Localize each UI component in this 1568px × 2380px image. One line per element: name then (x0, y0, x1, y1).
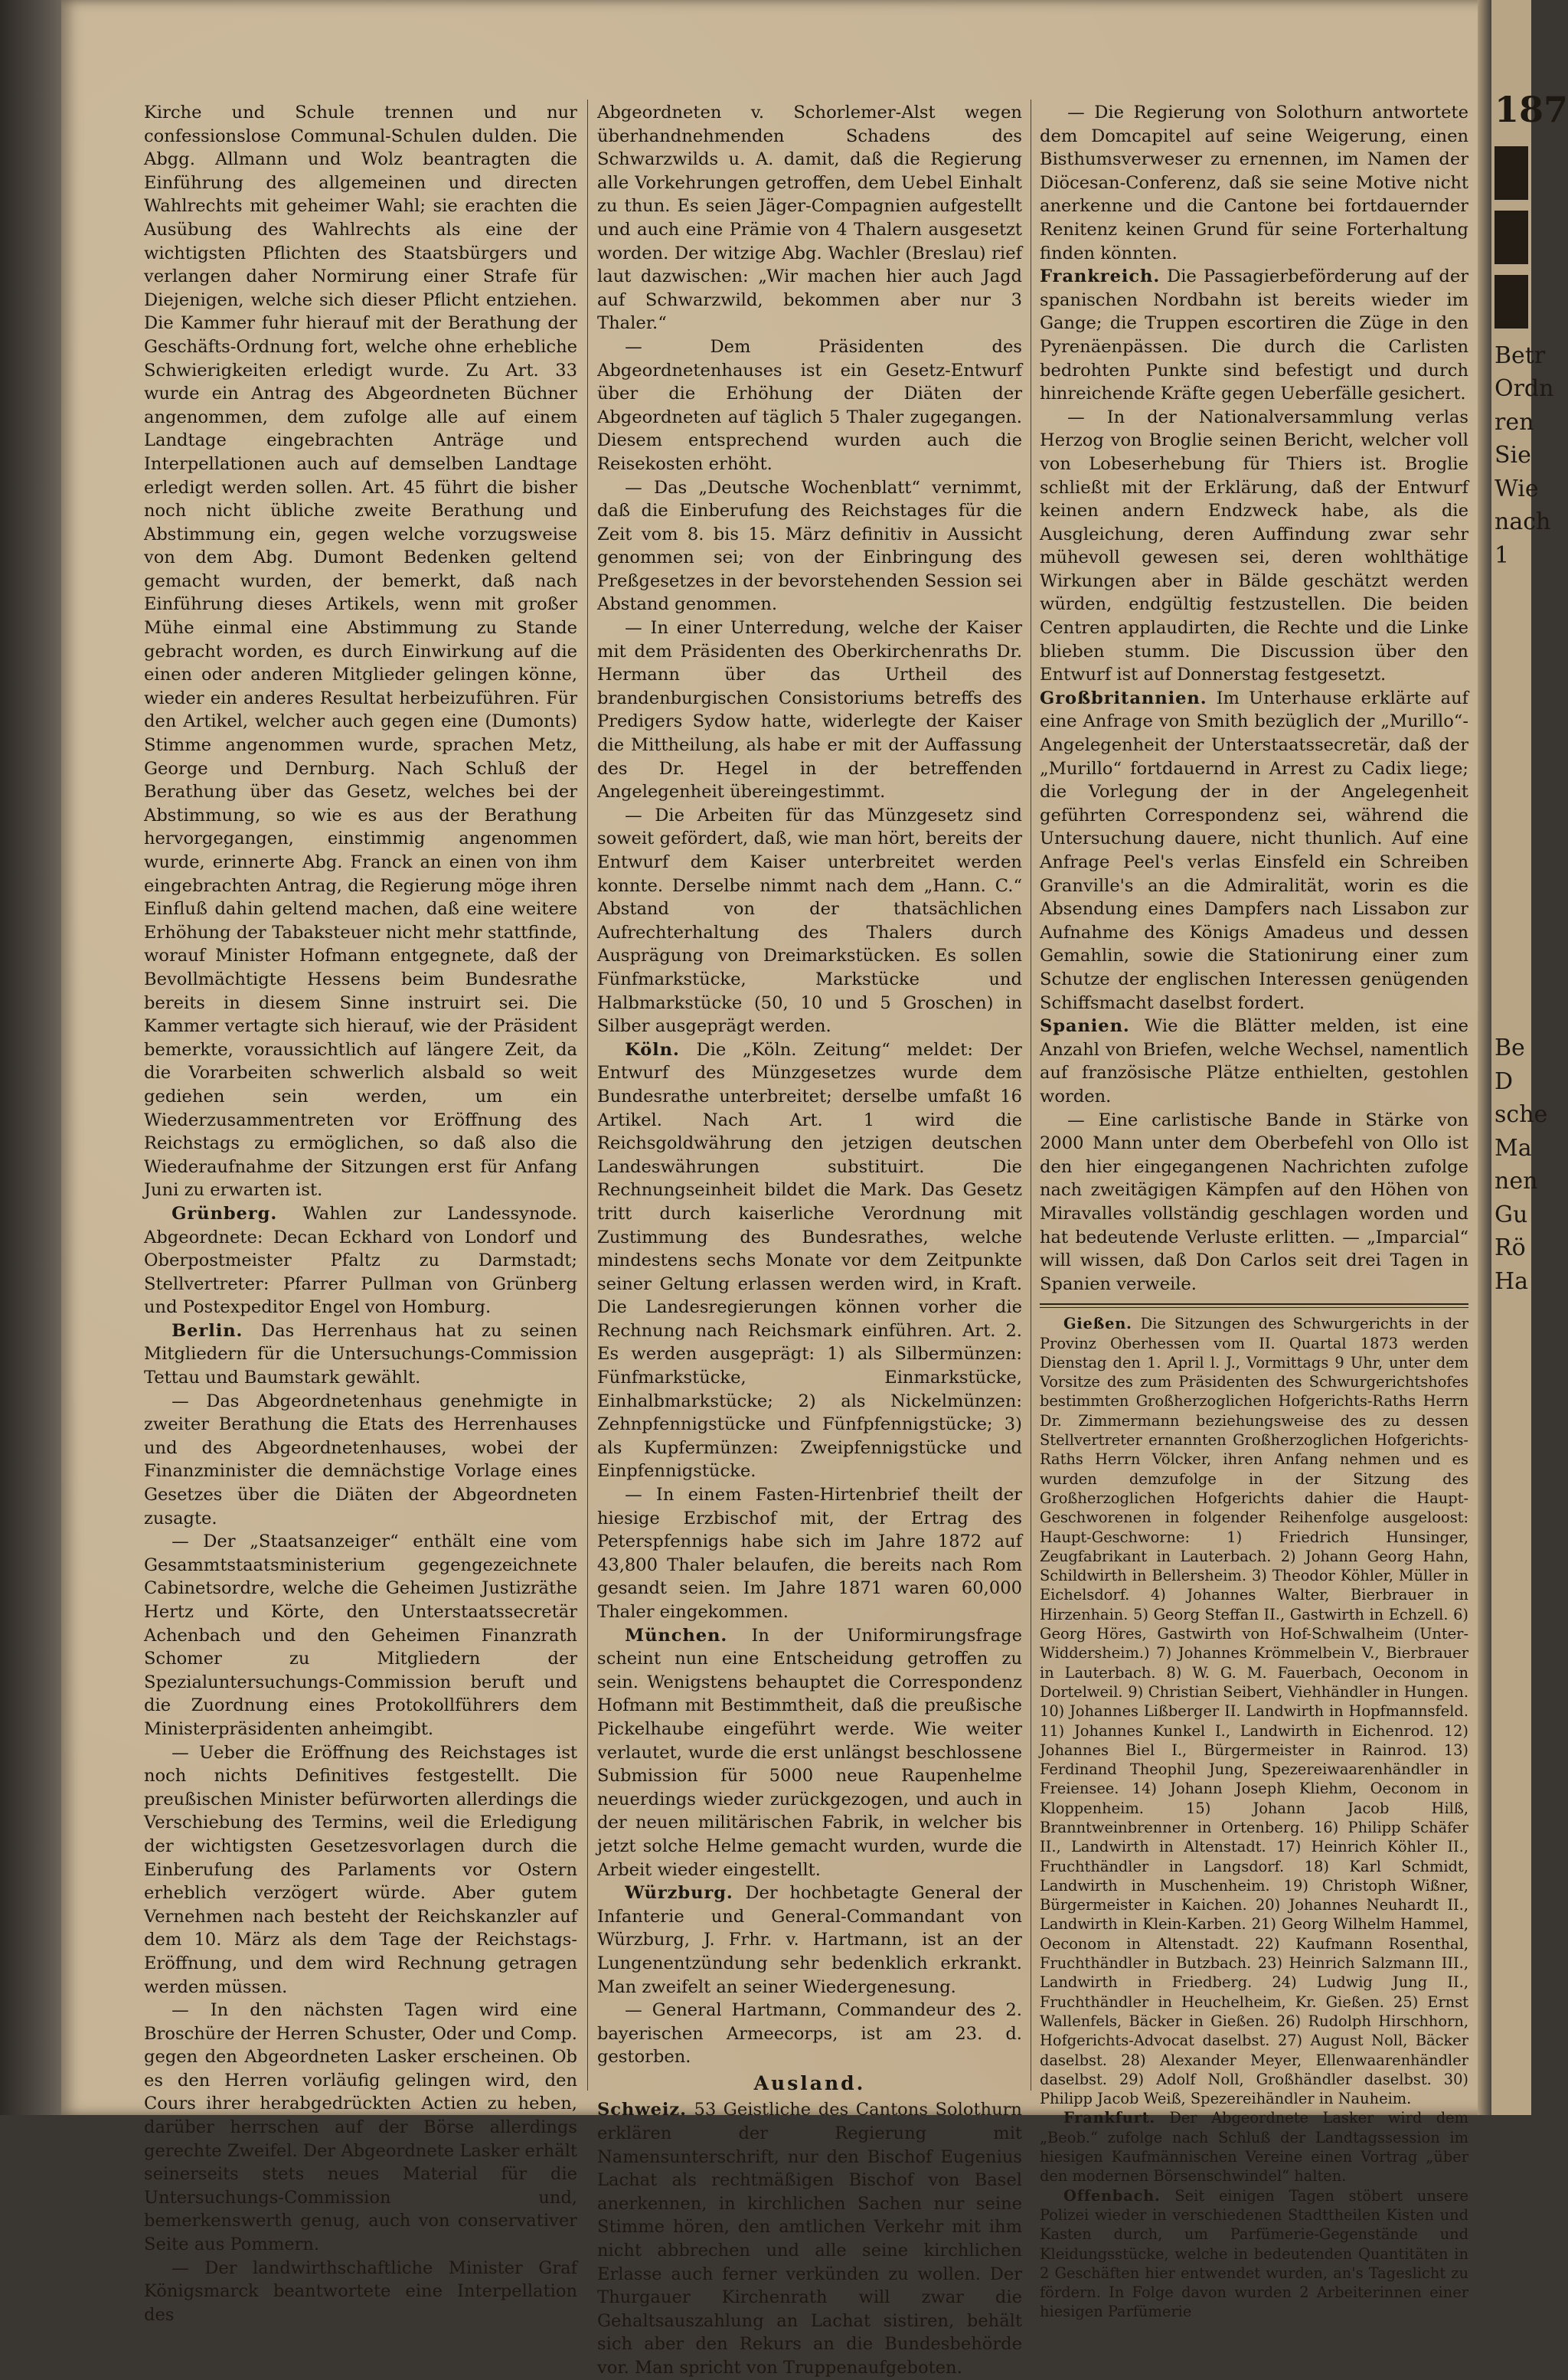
column-1 (144, 101, 577, 2325)
article-paragraph (144, 1530, 577, 1741)
article-paragraph (1040, 101, 1468, 265)
next-page-line: Ma (1494, 1134, 1532, 1162)
next-page-line: Ha (1494, 1267, 1529, 1295)
next-page-line: sche (1494, 1101, 1548, 1129)
dateline: Köln. (625, 1039, 680, 1060)
article-text: Seit einigen Tagen stöbert unsere Polizei wieder in verschiedenen Stadttheilen Kisten und Kasten durch, um Parfümerie-Gegenstände und Kleidungsstücke, welche in bedeutenden Quantitäten in 2 Geschäften hier entwendet wurden, an's Tageslicht zu fördern. In Folge davon wurden 2 Arbeiterinnen einer hiesigen Parfümerie (1040, 2186, 1468, 2321)
article-text: — Die Regierung von Solothurn antwortete dem Domcapitel auf seine Weigerung, einen Bisthumsverweser zu ernennen, im Namen der Diöcesan-Conferenz, daß sie seine Motive nicht anerkenne und die Cantone bei fortdauernder Renitenz keinen Grund für seine Forterhaltung finden könnten. (1040, 103, 1468, 263)
dateline: München. (625, 1625, 728, 1646)
article-text: Die Passagierbeförderung auf der spanischen Nordbahn ist bereits wieder im Gange; die Truppen escortiren die Züge in den Pyrenäenpässen. Die durch die Carlisten bedrohten Punkte sind befestigt und durch hinreichende Kräfte gegen Ueberfälle gesichert. (1040, 266, 1468, 404)
section-rule (1040, 1303, 1468, 1308)
article-text: — In den nächsten Tagen wird eine Broschüre der Herren Schuster, Oder und Comp. gegen den Abgeordneten Lasker erscheinen. Ob es den Herren vorläufig gelingen wird, den Cours ihrer herabgedrückten Actien zu heben, darüber herrschen auf der Börse allerdings gerechte Zweifel. Der Abgeordnete Lasker erhält seinerseits stets neues Material für die Untersuchungs-Commission und, bemerkenswerth genug, auch von conservativer Seite aus Pommern. (144, 2000, 577, 2255)
article-paragraph (1040, 1015, 1468, 1108)
next-page-line: ren (1494, 408, 1534, 436)
article-text: — General Hartmann, Commandeur des 2. bayerischen Armeecorps, ist am 23. d. gestorben. (597, 2000, 1022, 2068)
article-text: — Der landwirthschaftliche Minister Graf Königsmarck beantwortete eine Interpellation des (144, 2257, 577, 2325)
next-page-line: nen (1494, 1168, 1538, 1195)
article-text: Im Unterhause erklärte auf eine Anfrage von Smith bezüglich der „Murillo“-Angelegenheit der Unterstaatssecretär, daß der „Murillo“ fortdauernd in Arrest zu Cadix liege; die Vorlegung der in der Angelegenheit geführten Correspondenz sei, während die Untersuchung dauere, nicht thunlich. Auf eine Anfrage Peel's verlas Einsfeld ein Schreiben Granville's an die Admiralität, worin es die Absendung eines Dampfers nach Lissabon zur Aufnahme des Königs Amadeus und dessen Gemahlin, sowie die Stationirung einer zum Schutze der englischen Interessen genügenden Schiffsmacht daselbst fordert. (1040, 688, 1468, 1013)
article-text: Ausland. (753, 2071, 866, 2094)
article-text: Wahlen zur Landessynode. Abgeordnete: Decan Eckhard von Londorf und Oberpostmeister Pfaltz zu Darmstadt; Stellvertreter: Pfarrer Pullman von Grünberg und Postexpeditor Engel von Homburg. (144, 1203, 577, 1318)
next-page-line: 1 (1494, 541, 1510, 569)
dateline: Schweiz. (597, 2100, 687, 2120)
article-text: Abgeordneten v. Schorlemer-Alst wegen überhandnehmenden Schadens des Schwarzwilds u. A. damit, daß die Regierung alle Vorkehrungen getroffen, dem Uebel Einhalt zu thun. Es seien Jäger-Compagnien aufgestellt und auch eine Prämie von 4 Thalern ausgesetzt worden. Der witzige Abg. Wachler (Breslau) rief laut dazwischen: „Wir machen hier auch Jagd auf Schwarzwild, bekommen aber nur 3 Thaler.“ (597, 103, 1022, 334)
article-paragraph (1040, 687, 1468, 1015)
next-page-text-fragments-lower (1494, 1031, 1548, 1298)
article-text: Die „Köln. Zeitung“ meldet: Der Entwurf des Münzgesetzes wurde dem Bundesrathe unterbreitet; derselbe umfaßt 16 Artikel. Nach Art. 1 wird die Reichsgoldwährung den jetzigen deutschen Landeswährungen substituirt. Die Rechnungseinheit bildet die Mark. Das Gesetz tritt durch kaiserliche Verordnung mit Zustimmung des Bundesrathes, welche mindestens sechs Monate vor dem Zeitpunkte seiner Geltung erlassen werden wird, in Kraft. Die Landesregierungen können vorher die Rechnung nach Reichsmark einführen. Art. 2. Es werden ausgeprägt: 1) als Silbermünzen: Fünfmarkstücke, Einmarkstücke, Einhalbmarkstücke; 2) als Nickelmünzen: Zehnpfennigstücke und Fünfpfennigstücke; 3) als Kupfermünzen: Zweipfennigstücke und Einpfennigstücke. (597, 1039, 1022, 1482)
column-2 (597, 101, 1022, 2378)
article-text: Der hochbetagte General der Infanterie und General-Commandant von Würzburg, J. Frhr. v. Hartmann, ist an der Lungenentzündung sehr bedenklich erkrankt. Man zweifelt an seiner Wiedergenesung. (597, 1883, 1022, 1997)
article-text: Die Sitzungen des Schwurgerichts in der Provinz Oberhessen vom II. Quartal 1873 werden Dienstag den 1. April l. J., Vormittags 9 Uhr, unter dem Vorsitze des zum Präsidenten des Schwurgerichtshofes bestimmten Großherzoglichen Hofgerichts-Raths Herrn Dr. Zimmermann beziehungsweise des zu dessen Stellvertreter ernannten Großherzoglichen Hofgerichts-Raths Herrn Völcker, ihren Anfang nehmen und es wurden demzufolge in der Sitzung des Großherzoglichen Hofgerichts dahier die Haupt-Geschworenen in folgender Reihenfolge ausgeloost: Haupt-Geschworne: 1) Friedrich Hunsinger, Zeugfabrikant in Lauterbach. 2) Johann Georg Hahn, Schildwirth in Bellersheim. 3) Theodor Köhler, Müller in Eichelsdorf. 4) Johannes Walter, Bierbrauer in Hirzenhain. 5) Georg Steffan II., Gastwirth in Echzell. 6) Georg Höres, Gastwirth von Hof-Schwalheim (Unter-Widdersheim.) 7) Johannes Krömmelbein V., Bierbrauer in Lauterbach. 8) W. G. M. Fauerbach, Oeconom in Dortelweil. 9) Christian Seibert, Viehhändler in Hungen. 10) Johannes Lißberger II. Landwirth in Hopfmannsfeld. 11) Johannes Kunkel I., Landwirth in Eichenrod. 12) Johannes Biel I., Bürgermeister in Rainrod. 13) Ferdinand Theophil Jung, Spezereiwaarenhändler in Freiensee. 14) Johann Joseph Kliehm, Oeconom in Kloppenheim. 15) Johann Jacob Hilß, Branntweinbrenner in Ortenberg. 16) Philipp Schäfer II., Landwirth in Altenstadt. 17) Heinrich Köhler II., Fruchthändler in Langsdorf. 18) Karl Schmidt, Landwirth in Muschenheim. 19) Christoph Wißner, Bürgermeister in Kaichen. 20) Johannes Neuhardt II., Landwirth in Klein-Karben. 21) Georg Wilhelm Hammel, Oeconom in Altenstadt. 22) Kaufmann Rosenthal, Fruchthändler in Butzbach. 23) Heinrich Salzmann III., Landwirth in Friedberg. 24) Ludwig Jung II., Fruchthändler in Heuchelheim, Kr. Gießen. 25) Ernst Wallenfels, Bäcker in Gießen. 26) Rudolph Hirschhorn, Hofgerichts-Advocat daselbst. 27) August Noll, Bäcker daselbst. 28) Alexander Meyer, Ellenwaarenhändler daselbst. 29) Adolf Noll, Großhändler daselbst. 30) Philipp Jacob Weiß, Spezereihändler in Nauheim. (1040, 1315, 1468, 2108)
article-text: — Das „Deutsche Wochenblatt“ vernimmt, daß die Einberufung des Reichstages für die Zeit vom 8. bis 15. März definitiv in Aussicht genommen sei; von der Einbringung des Preßgesetzes in der bevorstehenden Session sei Abstand genommen. (597, 477, 1022, 615)
article-paragraph (597, 1881, 1022, 1999)
next-page-line: Wie (1494, 475, 1539, 502)
article-text: — Eine carlistische Bande in Stärke von 2000 Mann unter dem Oberbefehl von Ollo ist den hier eingegangenen Nachrichten zufolge nach zweitägigen Kämpfen auf den Höhen von Miravalles vollständig geschlagen worden und hat bedeutende Verluste erlitten. — „Imparcial“ will wissen, daß Don Carlos seit drei Tagen in Spanien verweile. (1040, 1110, 1468, 1294)
local-news-paragraph (1040, 2108, 1468, 2185)
article-paragraph (597, 616, 1022, 804)
article-paragraph (144, 1319, 577, 1390)
article-paragraph (144, 2257, 577, 2327)
article-paragraph (144, 1741, 577, 1999)
next-page-line: D (1494, 1067, 1514, 1095)
next-page-line: Betr (1494, 342, 1546, 369)
article-paragraph (597, 101, 1022, 335)
article-text: — In einer Unterredung, welche der Kaiser mit dem Präsidenten des Oberkirchenraths Dr. Hermann über das Urtheil des brandenburgischen Consistoriums betreffs des Predigers Sydow hatte, widerlegte der Kaiser die Mittheilung, als habe er mit der Auffassung des Dr. Hegel in der betreffenden Angelegenheit übereingestimmt. (597, 618, 1022, 803)
dateline: Spanien. (1040, 1016, 1130, 1037)
local-news-paragraph (1040, 2186, 1468, 2322)
next-page-line: Be (1494, 1035, 1525, 1062)
next-page-number: 187 (1494, 89, 1568, 130)
next-page-line: Sie (1494, 442, 1531, 469)
article-text: Wie die Blätter melden, ist eine Anzahl von Briefen, welche Wechsel, namentlich auf französische Plätze enthielten, gestohlen worden. (1040, 1016, 1468, 1107)
article-paragraph (144, 1999, 577, 2257)
section-heading (597, 2072, 1022, 2096)
article-paragraph (597, 1624, 1022, 1882)
article-paragraph (597, 1038, 1022, 1483)
article-paragraph (597, 2098, 1022, 2379)
dateline: Würzburg. (625, 1883, 733, 1904)
article-paragraph (597, 804, 1022, 1038)
dateline: Großbritannien. (1040, 688, 1207, 708)
article-text: Der Abgeordnete Lasker wird dem „Beob.“ zufolge nach Schluß der Landtagssession im hiesigen Kaufmännischen Vereine einen Vortrag „über den modernen Börsenschwindel“ halten. (1040, 2109, 1468, 2185)
article-text: — Der „Staatsanzeiger“ enthält eine vom Gesammtstaatsministerium gegengezeichnete Cabinetsordre, welche die Geheimen Justizräthe Hertz und Körte, den Unterstaatssecretär Achenbach und den Geheimen Finanzrath Schomer zu Mitgliedern der Spezialuntersuchungs-Commission beruft und die Zuordnung eines Protokollführers dem Ministerpräsidenten anheimgibt. (144, 1532, 577, 1739)
article-paragraph (144, 101, 577, 1202)
dateline: Grünberg. (172, 1203, 278, 1224)
next-page-line: Rö (1494, 1234, 1526, 1262)
book-spine (0, 0, 61, 2115)
column-rule (587, 100, 588, 2091)
article-text: — Ueber die Eröffnung des Reichstages ist noch nichts Definitives festgestellt. Die preußischen Minister befürworten allerdings die Verschiebung des Termins, weil die Erledigung der wichtigsten Gesetzesvorlagen durch die Einberufung des Parlaments vor Ostern erheblich verzögert würde. Aber gutem Vernehmen nach besteht der Reichskanzler auf dem 10. März als dem Tage der Reichstags-Eröffnung, und dem wird Rechnung getragen werden müssen. (144, 1742, 577, 1997)
article-text: Das Herrenhaus hat zu seinen Mitgliedern für die Untersuchungs-Commission Tettau und Baumstark gewählt. (144, 1320, 577, 1388)
article-text: — Die Arbeiten für das Münzgesetz sind soweit gefördert, daß, wie man hört, bereits der Entwurf dem Kaiser unterbreitet werden konnte. Derselbe nimmt nach dem „Hann. C.“ Abstand von der thatsächlichen Aufrechterhaltung des Thalers durch Ausprägung von Dreimarkstücken. Es sollen Fünfmarkstücke, Markstücke und Halbmarkstücke (50, 10 und 5 Groschen) in Silber ausgeprägt werden. (597, 805, 1022, 1037)
dateline: Frankfurt. (1063, 2109, 1155, 2127)
next-page-text-fragments (1494, 339, 1554, 573)
article-paragraph (597, 1999, 1022, 2069)
article-paragraph (144, 1202, 577, 1319)
article-paragraph (597, 476, 1022, 617)
article-paragraph (597, 1483, 1022, 1624)
page-gutter (1478, 0, 1491, 2115)
article-text: — Das Abgeordnetenhaus genehmigte in zweiter Berathung die Etats des Herrenhauses und des Abgeordnetenhauses, wobei der Finanzminister die demnächstige Vorlage eines Gesetzes über die Diäten der Abgeordneten zusagte. (144, 1391, 577, 1528)
dateline: Offenbach. (1063, 2186, 1161, 2205)
local-news-paragraph (1040, 1314, 1468, 2108)
next-page-line: Gu (1494, 1201, 1528, 1228)
article-paragraph (597, 335, 1022, 476)
next-page-edge (1491, 0, 1568, 2115)
next-page-line: Ordn (1494, 375, 1554, 403)
article-paragraph (1040, 265, 1468, 406)
article-text: Kirche und Schule trennen und nur confessionslose Communal-Schulen dulden. Die Abgg. Allmann und Wolz beantragten die Einführung des allgemeinen und directen Wahlrechts mit geheimer Wahl; sie erachten die Ausübung des Wahlrechts als eine der wichtigsten Pflichten des Staatsbürgers und verlangen daher Normirung einer Strafe für Diejenigen, welche sich dieser Pflicht entziehen. Die Kammer fuhr hierauf mit der Berathung der Geschäfts-Ordnung fort, welche ohne erhebliche Schwierigkeiten erledigt wurde. Zu Art. 33 wurde ein Antrag des Abgeordneten Büchner angenommen, dem zufolge alle auf einem Landtage eingebrachten Anträge und Interpellationen auch auf demselben Landtage erledigt werden sollen. Art. 45 führt die bisher noch nicht übliche zweite Berathung und Abstimmung ein, gegen welche vorzugsweise von dem Abg. Dumont Bedenken geltend gemacht wurden, der bemerkt, daß nach Einführung dieses Artikels, wenn mit großer Mühe einmal eine Abstimmung zu Stande gebracht worden, es durch Einwirkung auf die einen oder anderen Mitglieder gelingen könne, wieder ein anderes Resultat herbeizuführen. Für den Artikel, welcher auch gegen eine (Dumonts) Stimme angenommen wurde, sprachen Metz, George und Dernburg. Nach Schluß der Berathung über das Gesetz, welches bei der Abstimmung, so wie es aus der Berathung hervorgegangen, einstimmig angenommen wurde, erinnerte Abg. Franck an einen von ihm eingebrachten Antrag, die Regierung möge ihren Einfluß dahin geltend machen, daß eine weitere Erhöhung der Tabaksteuer nicht mehr stattfinde, worauf Minister Hofmann entgegnete, daß der Bevollmächtigte Hessens beim Bundesrathe bereits in diesem Sinne instruirt sei. Die Kammer vertagte sich hierauf, wie der Präsident bemerkte, voraussichtlich auf längere Zeit, da die Vorarbeiten schwerlich alsbald so weit gediehen sein werden, um ein Wiederzusammentreten vor Eröffnung des Reichstags zu ermöglichen, so daß also die Wiederaufnahme der Sitzungen erst für Anfang Juni zu erwarten ist. (144, 103, 577, 1201)
dateline: Frankreich. (1040, 266, 1161, 287)
article-text: — Dem Präsidenten des Abgeordnetenhauses ist ein Gesetz-Entwurf über die Erhöhung der Diäten der Abgeordneten auf täglich 5 Thaler zugegangen. Diesem entsprechend wurden auch die Reisekosten erhöht. (597, 336, 1022, 474)
dateline: Gießen. (1063, 1315, 1132, 1333)
article-text: — In einem Fasten-Hirtenbrief theilt der hiesige Erzbischof mit, der Ertrag des Peterspfennigs habe sich im Jahre 1872 auf 43,800 Thaler belaufen, die bereits nach Rom gesandt seien. Im Jahre 1871 waren 60,000 Thaler eingekommen. (597, 1485, 1022, 1622)
article-text: — In der Nationalversammlung verlas Herzog von Broglie seinen Bericht, welcher voll von Lobeserhebung für Thiers ist. Broglie schließt mit der Erklärung, daß der Entwurf keinen andern Endzweck habe, als die Ausgleichung, deren Auffindung zwar sehr mühevoll gewesen sei, deren wohlthätige Wirkungen aber in Bälde geschätzt werden würden, endgültig festzustellen. Die beiden Centren applaudirten, die Rechte und die Linke blieben stumm. Die Discussion über den Entwurf ist auf Donnerstag festgesetzt. (1040, 407, 1468, 685)
article-paragraph (144, 1390, 577, 1531)
article-text: In der Uniformirungsfrage scheint nun eine Entscheidung getroffen zu sein. Wenigstens behauptet die Correspondenz Hofmann mit Bestimmtheit, daß die preußische Pickelhaube eingeführt werde. Wie weiter verlautet, wurde die erst unlängst beschlossene Submission für 5000 neue Raupenhelme neuerdings wieder zurückgezogen, und auch in der neuen militärischen Fabrik, in welcher bis jetzt solche Helme gemacht wurden, wurde die Arbeit wieder eingestellt. (597, 1625, 1022, 1880)
column-3 (1040, 101, 1468, 2321)
next-page-line: nach (1494, 508, 1551, 536)
next-page-masthead-fragment (1494, 146, 1540, 329)
article-paragraph (1040, 406, 1468, 687)
dateline: Berlin. (172, 1320, 243, 1341)
article-paragraph (1040, 1109, 1468, 1296)
article-text: 53 Geistliche des Cantons Solothurn erklären der Regierung mit Namensunterschrift, nur den Bischof Eugenius Lachat als rechtmäßigen Bischof von Basel anerkennen, in kirchlichen Sachen nur seine Stimme hören, den amtlichen Verkehr mit ihm nicht abbrechen und alle seine kirchlichen Erlasse auch ferner verkünden zu wollen. Der Thurgauer Kirchenrath will zwar die Gehaltsauszahlung an Lachat sistiren, behält sich aber den Rekurs an die Bundesbehörde vor. Man spricht von Truppenaufgeboten. (597, 2100, 1022, 2378)
